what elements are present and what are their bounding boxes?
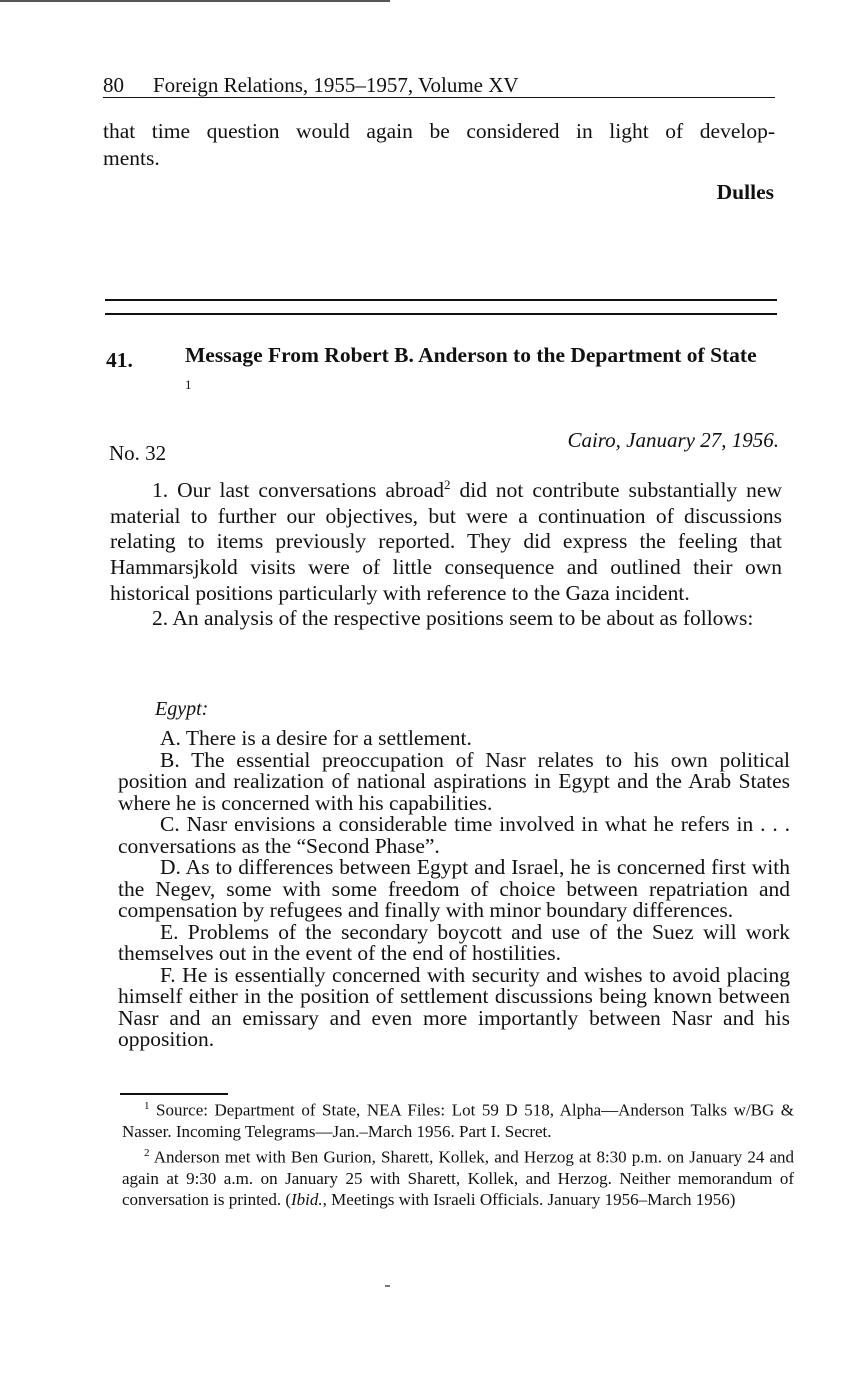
footnote-rule — [120, 1093, 228, 1095]
footnote-1: $^1$ Source: Department of State, NEA Files: Lot 59 D 518, Alpha—Anderson Talks w/BG & Nasser. Incoming Telegrams—Jan.–March 1956. Part I. Secret. — [122, 1100, 794, 1142]
document-title-text: Message From Robert B. Anderson to the Department of State — [185, 343, 757, 367]
previous-document-continuation — [103, 118, 775, 172]
continuation-line-2: ments. — [103, 146, 160, 170]
scan-speck — [385, 1285, 390, 1287]
egypt-items-list — [118, 728, 790, 1051]
message-body — [110, 472, 782, 632]
paragraph-2: 2. An analysis of the respective positions seem to be about as follows: — [152, 606, 754, 631]
egypt-item: C. Nasr envisions a considerable time involved in what he refers in . . . conversations as the “Second Phase”. — [118, 812, 790, 858]
section-label-egypt: Egypt: — [155, 698, 209, 720]
scan-edge-line — [0, 0, 390, 2]
footnote-2: $^2$ Anderson met with Ben Gurion, Sharett, Kollek, and Herzog at 8:30 p.m. on January 24 and again at 9:30 a.m. on January 25 with Sharett, Kollek, and Herzog. Neither memorandum of conversation is printed. (Ibid., Meetings with Israeli Officials. January 1956–March 1956) — [122, 1146, 794, 1210]
message-number: No. 32 — [109, 441, 167, 465]
continuation-line-1: that time question would again be considered in light of develop- — [103, 119, 775, 143]
egypt-item: F. He is essentially concerned with security and wishes to avoid placing himself either in the position of settlement discussions being known between Nasr and an emissary and even more importantly between Nasr and his opposition. — [118, 962, 790, 1051]
running-head-title: Foreign Relations, 1955–1957, Volume XV — [153, 73, 519, 97]
egypt-item: A. There is a desire for a settlement. — [160, 726, 472, 750]
egypt-item: B. The essential preoccupation of Nasr relates to his own political position and realization of national aspirations in Egypt and the Arab States where he is concerned with his capabilities. — [118, 747, 790, 815]
document-divider-bottom — [105, 313, 777, 315]
page-number: 80 — [103, 73, 124, 97]
paragraph-1: 1. Our last conversations abroad$^2$ did not contribute substantially new material to further our objectives, but were a continuation of discussions relating to items previously reported. They did express the feeling that Hammarsjkold visits were of little consequence and outlined their own historical positions particularly with reference to the Gaza incident. — [110, 477, 782, 605]
paragraph-1-footnote-ref: 2 — [444, 477, 451, 492]
running-head — [103, 72, 775, 98]
place-date: Cairo, January 27, 1956. — [567, 428, 779, 452]
document-divider-top — [105, 299, 777, 301]
egypt-item: E. Problems of the secondary boycott and use of the Suez will work themselves out in the event of the end of hostilities. — [118, 919, 790, 965]
footnotes — [122, 1096, 794, 1211]
document-number: 41. — [106, 348, 133, 372]
egypt-item: D. As to differences between Egypt and Israel, he is concerned first with the Negev, some with some freedom of choice between repatriation and compensation by refugees and finally with minor boundary differences. — [118, 855, 790, 922]
title-footnote-ref: 1 — [185, 377, 192, 392]
signature: Dulles — [716, 180, 774, 204]
document-title — [185, 340, 765, 405]
